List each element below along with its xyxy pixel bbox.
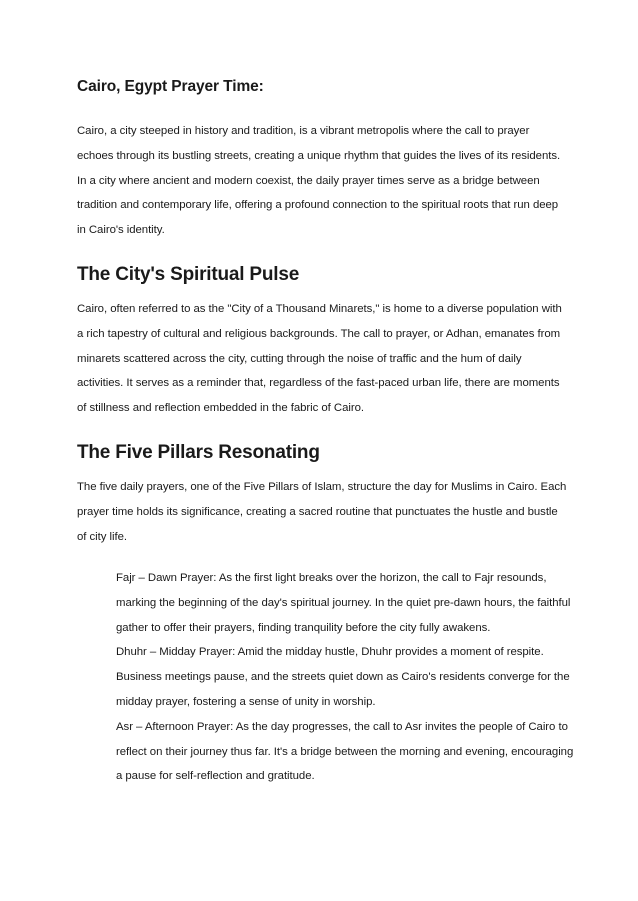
section-heading-spiritual-pulse: The City's Spiritual Pulse bbox=[77, 264, 300, 285]
section-body-spiritual-pulse: Cairo, often referred to as the "City of a Thousand Minarets," is home to a diverse population with a rich tapestry of cultural and religious backgrounds. The call to prayer, or Adhan, emanates from minarets scattered across the city, cutting through the noise of traffic and the hum of daily activities. It serves as a reminder that, regardless of the fast-paced urban life, there are moments of stillness and reflection embedded in the fabric of Cairo. bbox=[77, 303, 562, 415]
prayer-item-asr: Asr – Afternoon Prayer: As the day progresses, the call to Asr invites the people of Cairo to reflect on their journey thus far. It's a bridge between the morning and evening, encouraging a pause for self-reflection and gratitude. bbox=[116, 720, 574, 783]
prayer-item-fajr: Fajr – Dawn Prayer: As the first light breaks over the horizon, the call to Fajr resounds, marking the beginning of the day's spiritual journey. In the quiet pre-dawn hours, the faithful gather to offer their prayers, finding tranquility before the city fully awakens. bbox=[116, 572, 571, 634]
intro-paragraph: Cairo, a city steeped in history and tradition, is a vibrant metropolis where the call to prayer echoes through its bustling streets, creating a unique rhythm that guides the lives of its residents. In a city where ancient and modern coexist, the daily prayer times serve as a bridge between tradition and contemporary life, offering a profound connection to the spiritual roots that run deep in Cairo's identity. bbox=[77, 125, 561, 237]
page-title: Cairo, Egypt Prayer Time: bbox=[77, 78, 264, 95]
section-heading-five-pillars: The Five Pillars Resonating bbox=[77, 442, 320, 463]
section-body-five-pillars: The five daily prayers, one of the Five Pillars of Islam, structure the day for Muslims in Cairo. Each prayer time holds its significance, creating a sacred routine that punctuates the hustle and bustle of city life. bbox=[77, 481, 567, 543]
prayer-item-dhuhr: Dhuhr – Midday Prayer: Amid the midday hustle, Dhuhr provides a moment of respite. Business meetings pause, and the streets quiet down as Cairo's residents converge for the midday prayer, fostering a sense of unity in worship. bbox=[116, 646, 570, 708]
prayer-list bbox=[116, 566, 576, 789]
